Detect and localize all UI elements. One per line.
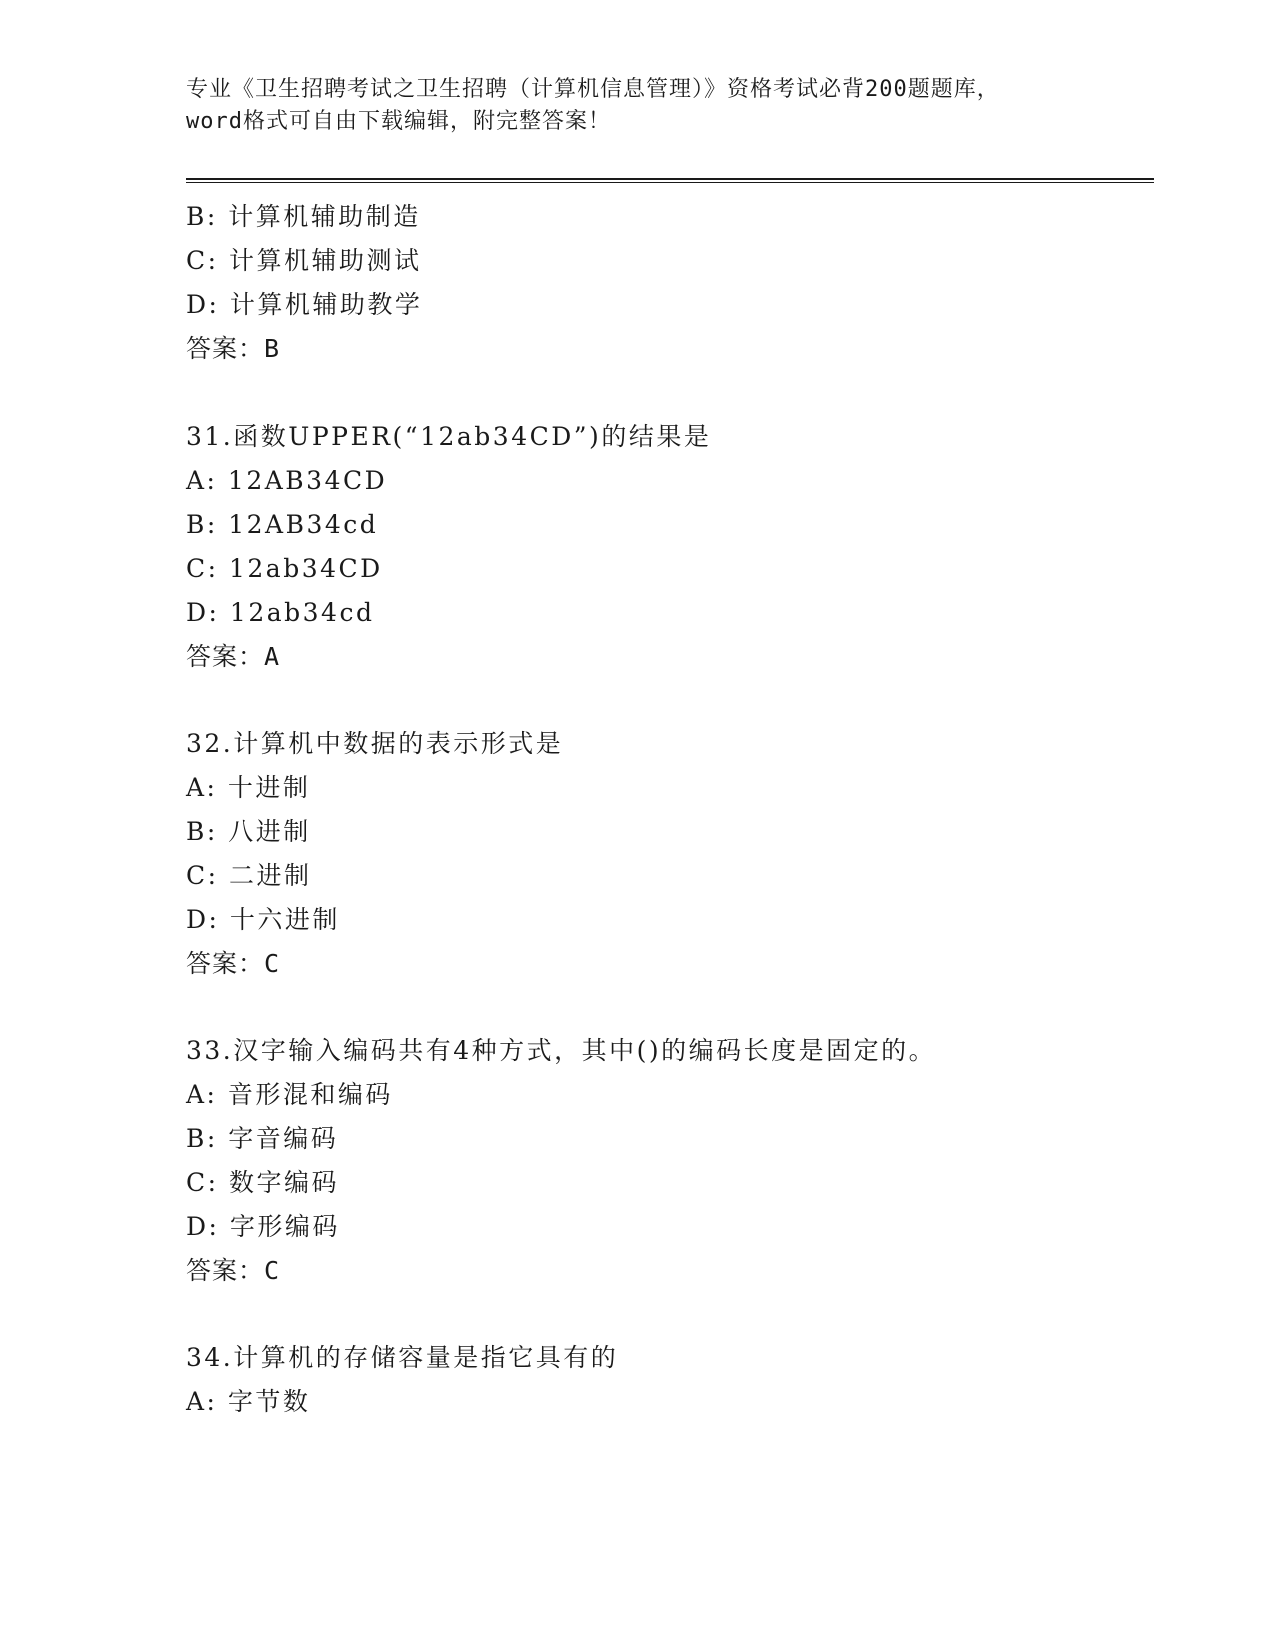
question-32-option-a: A: 十进制 [186,773,311,802]
header-divider-thick [186,178,1154,180]
question-33-option-a: A: 音形混和编码 [186,1080,393,1109]
header-title-line-2: word格式可自由下载编辑，附完整答案！ [186,109,611,134]
question-32-option-b: B: 八进制 [186,817,311,846]
answer-value: C [264,949,281,978]
question-32-answer [186,947,280,981]
answer-label: 答案： [186,1256,265,1285]
question-32-option-d: D: 十六进制 [186,905,340,934]
question-32-option-c: C: 二进制 [186,861,312,890]
answer-line [186,332,280,366]
option-c: C: 计算机辅助测试 [186,246,422,275]
question-33-option-b: B: 字音编码 [186,1124,339,1153]
question-31-answer [186,640,280,674]
question-33-option-c: C: 数字编码 [186,1168,339,1197]
question-31-option-c: C: 12ab34CD [186,554,383,583]
option-b: B: 计算机辅助制造 [186,202,421,231]
option-d: D: 计算机辅助教学 [186,290,423,319]
answer-value: C [264,1256,281,1285]
question-33-answer [186,1254,280,1288]
document-header [186,74,1086,138]
question-32-text: 32.计算机中数据的表示形式是 [186,729,564,758]
answer-value: A [264,642,281,671]
question-33-option-d: D: 字形编码 [186,1212,340,1241]
question-31-text: 31.函数UPPER(“12ab34CD”)的结果是 [186,422,712,451]
question-31-option-a: A: 12AB34CD [186,466,388,495]
answer-value: B [264,334,281,363]
question-34-text: 34.计算机的存储容量是指它具有的 [186,1343,619,1372]
answer-label: 答案： [186,334,265,363]
question-33-text: 33.汉字输入编码共有4种方式，其中()的编码长度是固定的。 [186,1036,937,1065]
question-31-option-d: D: 12ab34cd [186,598,375,627]
answer-label: 答案： [186,949,265,978]
header-title-line-1: 专业《卫生招聘考试之卫生招聘（计算机信息管理）》资格考试必背200题题库， [186,77,1000,102]
answer-label: 答案： [186,642,265,671]
question-31-option-b: B: 12AB34cd [186,510,379,539]
header-divider-thin [186,182,1154,183]
question-34-option-a: A: 字节数 [186,1387,311,1416]
